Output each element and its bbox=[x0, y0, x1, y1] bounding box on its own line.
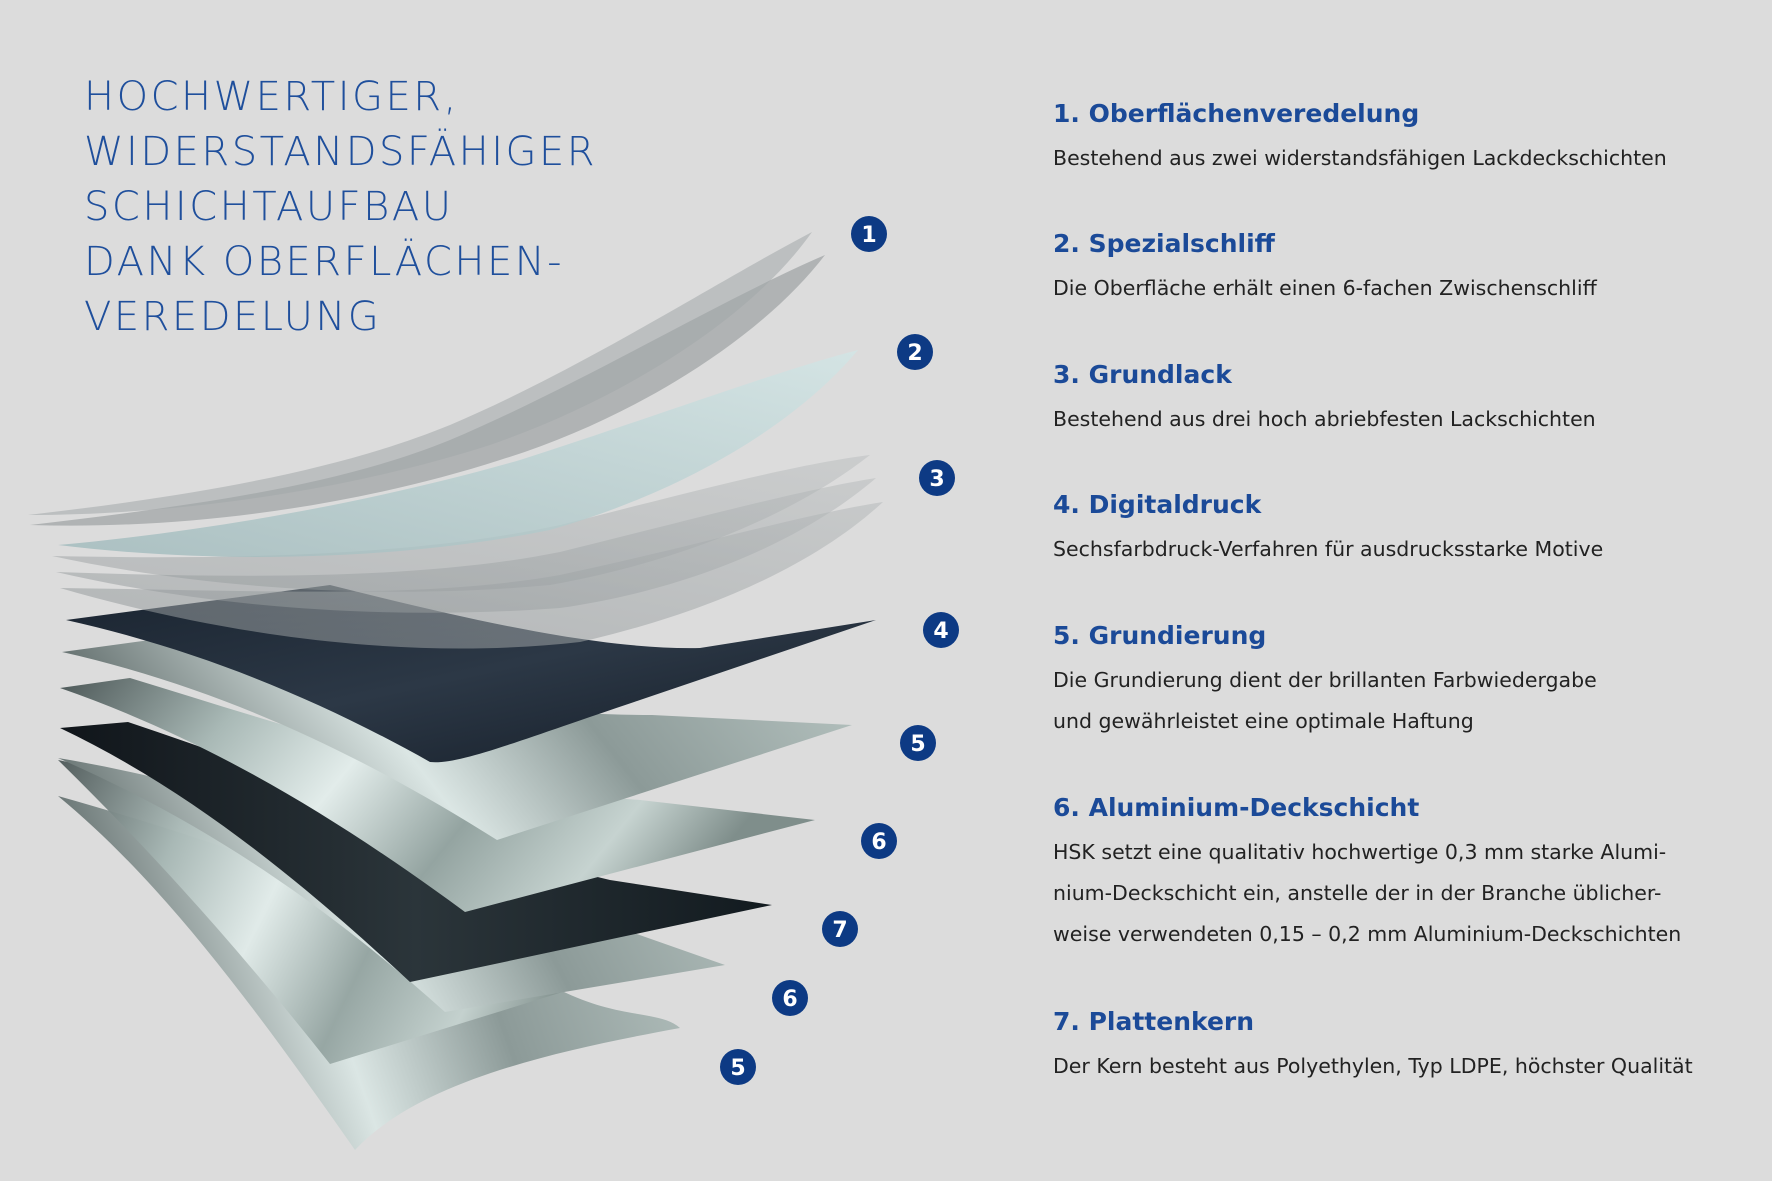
layer-badge-number: 6 bbox=[782, 987, 798, 1012]
legend-item-surface-finish bbox=[1053, 96, 1743, 179]
legend-item-base-coat bbox=[1053, 357, 1743, 440]
legend-description bbox=[1053, 660, 1743, 742]
layer-badge-number: 7 bbox=[832, 918, 848, 943]
legend-item-special-sanding bbox=[1053, 226, 1743, 309]
legend-line: Sechsfarbdruck-Verfahren für ausdrucksstarke Motive bbox=[1053, 537, 1604, 561]
legend-title: 2. Spezialschliff bbox=[1053, 229, 1275, 258]
layer-badge-number: 4 bbox=[933, 619, 949, 644]
layer-badge-number: 5 bbox=[910, 732, 926, 757]
legend-line: Bestehend aus drei hoch abriebfesten Lackschichten bbox=[1053, 407, 1596, 431]
legend-line: HSK setzt eine qualitativ hochwertige 0,3 mm starke Alumi- bbox=[1053, 840, 1667, 864]
legend-title: 5. Grundierung bbox=[1053, 621, 1267, 650]
legend-item-core bbox=[1053, 1004, 1743, 1087]
legend-title: 1. Oberflächenveredelung bbox=[1053, 99, 1420, 128]
legend-title: 6. Aluminium-Deckschicht bbox=[1053, 793, 1420, 822]
legend-title: 4. Digitaldruck bbox=[1053, 490, 1262, 519]
layer-badge-number: 6 bbox=[871, 830, 887, 855]
legend-line: Bestehend aus zwei widerstandsfähigen Lackdeckschichten bbox=[1053, 146, 1667, 170]
headline-line: DANK OBERFLÄCHEN- bbox=[84, 239, 565, 285]
legend-description bbox=[1053, 138, 1743, 179]
legend-description bbox=[1053, 268, 1743, 309]
legend-item-digital-print bbox=[1053, 487, 1743, 570]
legend-description bbox=[1053, 1046, 1743, 1087]
legend-line: nium-Deckschicht ein, anstelle der in der Branche üblicher- bbox=[1053, 881, 1662, 905]
headline-line: SCHICHTAUFBAU bbox=[84, 184, 454, 230]
headline-line: VEREDELUNG bbox=[84, 294, 382, 340]
layer-badge-number: 1 bbox=[861, 223, 877, 248]
legend-line: weise verwendeten 0,15 – 0,2 mm Aluminium-Deckschichten bbox=[1053, 922, 1682, 946]
legend-line: Die Oberfläche erhält einen 6-fachen Zwischenschliff bbox=[1053, 276, 1597, 300]
layer-badge-number: 3 bbox=[929, 467, 945, 492]
legend-item-aluminium bbox=[1053, 790, 1743, 955]
legend-description bbox=[1053, 529, 1743, 570]
legend-title: 7. Plattenkern bbox=[1053, 1007, 1255, 1036]
layer-badge-number: 2 bbox=[907, 341, 923, 366]
legend-line: Die Grundierung dient der brillanten Farbwiedergabe bbox=[1053, 668, 1597, 692]
legend-title: 3. Grundlack bbox=[1053, 360, 1232, 389]
legend-description bbox=[1053, 399, 1743, 440]
legend-line: und gewährleistet eine optimale Haftung bbox=[1053, 709, 1474, 733]
headline-line: HOCHWERTIGER, bbox=[84, 74, 459, 120]
legend-description bbox=[1053, 832, 1743, 955]
layer-badge-number: 5 bbox=[730, 1056, 746, 1081]
headline-line: WIDERSTANDSFÄHIGER bbox=[84, 129, 598, 175]
legend-item-primer bbox=[1053, 618, 1743, 742]
legend-line: Der Kern besteht aus Polyethylen, Typ LDPE, höchster Qualität bbox=[1053, 1054, 1693, 1078]
